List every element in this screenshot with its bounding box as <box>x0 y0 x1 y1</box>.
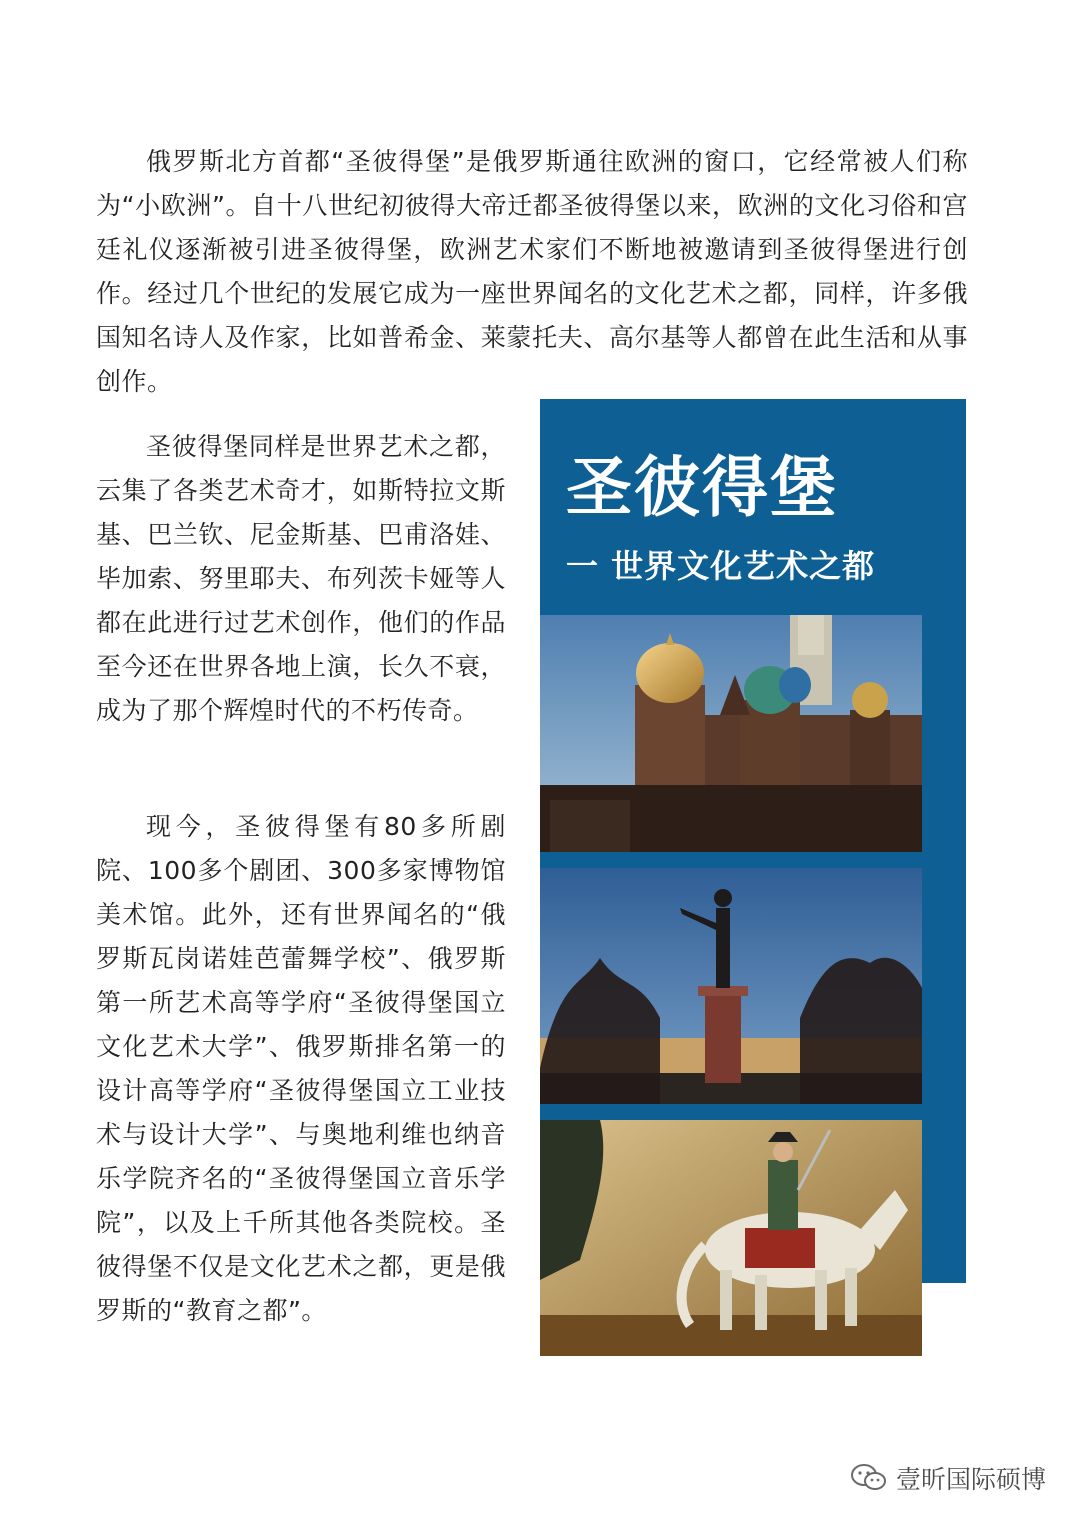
art-capital-paragraph: 圣彼得堡同样是世界艺术之都，云集了各类艺术奇才，如斯特拉文斯基、巴兰钦、尼金斯基、巴甫洛娃、毕加索、努里耶夫、布列茨卡娅等人都在此进行过艺术创作，他们的作品至今还在世界各地上演，长久不衰，成为了那个辉煌时代的不朽传奇。 <box>96 432 506 725</box>
watermark-text: 壹昕国际硕博 <box>895 1465 1046 1494</box>
cathedral-photo <box>540 615 922 852</box>
statue-photo <box>540 868 922 1104</box>
panel-title: 圣彼得堡 <box>566 449 838 526</box>
wechat-icon <box>850 1462 888 1494</box>
panel-subtitle: 一 世界文化艺术之都 <box>566 547 876 585</box>
equestrian-painting <box>540 1120 922 1356</box>
education-paragraph: 现今，圣彼得堡有80多所剧院、100多个剧团、300多家博物馆美术馆。此外，还有世界闻名的“俄罗斯瓦岗诺娃芭蕾舞学校”、俄罗斯第一所艺术高等学府“圣彼得堡国立文化艺术大学”、俄罗斯排名第一的设计高等学府“圣彼得堡国立工业技术与设计大学”、与奥地利维也纳音乐学院齐名的“圣彼得堡国立音乐学院”，以及上千所其他各类院校。圣彼得堡不仅是文化艺术之都，更是俄罗斯的“教育之都”。 <box>96 812 506 1325</box>
watermark <box>850 1460 1046 1496</box>
intro-paragraph: 俄罗斯北方首都“圣彼得堡”是俄罗斯通往欧洲的窗口，它经常被人们称为“小欧洲”。自十八世纪初彼得大帝迁都圣彼得堡以来，欧洲的文化习俗和宫廷礼仪逐渐被引进圣彼得堡，欧洲艺术家们不断地被邀请到圣彼得堡进行创作。经过几个世纪的发展它成为一座世界闻名的文化艺术之都，同样，许多俄国知名诗人及作家，比如普希金、莱蒙托夫、高尔基等人都曾在此生活和从事创作。 <box>96 147 968 396</box>
